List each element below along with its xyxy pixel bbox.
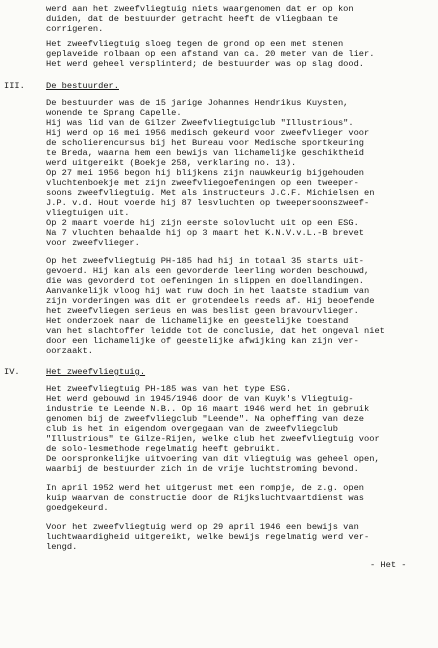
text-line: duiden, dat de bestuurder getracht heeft de vliegbaan te (46, 14, 338, 24)
text-line: oorzaakt. (46, 346, 93, 356)
text-line: goedgekeurd. (46, 503, 109, 513)
text-line: werd uitgereikt (Boekje 258, verklaring no. 13). (46, 158, 297, 168)
text-line: Hij werd op 16 mei 1956 medisch gekeurd voor zweefvlieger voor (46, 128, 370, 138)
text-line: genomen bij de zweefvliegclub "Leende". Na opheffing van deze (46, 414, 365, 424)
text-line: "Illustrious" te Gilze-Rijen, welke club het zweefvliegtuig voor (46, 434, 380, 444)
text-line: Op 2 maart voerde hij zijn eerste solovlucht uit op een ESG. (46, 218, 359, 228)
text-line: club is het in eigendom overgegaan van de zweefvliegclub (46, 424, 338, 434)
text-line: corrigeren. (46, 24, 104, 34)
text-line: die was gevorderd tot oefeningen in slippen en doellandingen. (46, 276, 365, 286)
text-line: Voor het zweefvliegtuig werd op 29 april 1946 een bewijs van (46, 522, 359, 532)
text-line: soons zweefvliegtuig. Met als instructeurs J.C.F. Michielsen en (46, 188, 375, 198)
section-number: IV. (4, 367, 20, 377)
text-line: gevoerd. Hij kan als een gevorderde leerling worden beschouwd, (46, 266, 370, 276)
text-line: wonende te Sprang Capelle. (46, 108, 182, 118)
text-line: van het slachtoffer leidde tot de conclusie, dat het ongeval niet (46, 326, 385, 336)
section-heading: De bestuurder. (46, 81, 119, 91)
text-line: Het werd geheel versplinterd; de bestuurder was op slag dood. (46, 59, 365, 69)
text-line: J.P. v.d. Hout voerde hij 87 lesvluchten op tweepersoonszweef- (46, 198, 370, 208)
text-line: voor zweefvlieger. (46, 238, 140, 248)
text-line: De bestuurder was de 15 jarige Johannes Hendrikus Kuysten, (46, 98, 349, 108)
text-line: Aanvankelijk vloog hij wat ruw doch in het laatste stadium van (46, 286, 370, 296)
text-line: het zweefvliegen serieus en was beslist geen bravourvlieger. (46, 306, 359, 316)
text-line: vliegtuigen uit. (46, 208, 130, 218)
text-line: te Breda, waarna hem een bewijs van lichamelijke geschiktheid (46, 148, 365, 158)
text-line: Na 7 vluchten behaalde hij op 3 maart het K.N.V.v.L.-B brevet (46, 228, 365, 238)
text-line: de solo-lesmethode regelmatig heeft gebruikt. (46, 444, 281, 454)
text-line: zijn vorderingen was dit er grotendeels reeds af. Hij beoefende (46, 296, 375, 306)
text-line: Op 27 mei 1956 begon hij blijkens zijn nauwkeurig bijgehouden (46, 168, 365, 178)
text-line: Hij was lid van de Gilzer Zweefvliegtuigclub "Illustrious". (46, 118, 354, 128)
text-line: In april 1952 werd het uitgerust met een rompje, de z.g. open (46, 483, 365, 493)
text-line: vluchtenboekje met zijn zweefvliegoefeningen op een tweeper- (46, 178, 359, 188)
text-line: Het zweefvliegtuig sloeg tegen de grond op een met stenen (46, 39, 344, 49)
text-line: lengd. (46, 542, 78, 552)
catchword: - Het - (370, 560, 407, 570)
text-line: door een lichamelijke of geestelijke afwijking kan zijn ver- (46, 336, 359, 346)
text-line: Het onderzoek naar de lichamelijke en geestelijke toestand (46, 316, 349, 326)
section-heading: Het zweefvliegtuig. (46, 367, 146, 377)
text-line: waarbij de bestuurder zich in de vrije luchtstroming bevond. (46, 464, 359, 474)
section-number: III. (4, 81, 25, 91)
text-line: industrie te Leende N.B.. Op 16 maart 1946 werd het in gebruik (46, 404, 370, 414)
text-line: kuip waarvan de constructie door de Rijksluchtvaartdienst was (46, 493, 365, 503)
text-line: Het zweefvliegtuig PH-185 was van het type ESG. (46, 384, 292, 394)
text-line: luchtwaardigheid uitgereikt, welke bewijs regelmatig werd ver- (46, 532, 370, 542)
text-line: De oorspronkelijke uitvoering van dit vliegtuig was geheel open, (46, 454, 380, 464)
text-line: geplaveide rolbaan op een afstand van ca. 20 meter van de lier. (46, 49, 375, 59)
text-line: Op het zweefvliegtuig PH-185 had hij in totaal 35 starts uit- (46, 256, 365, 266)
text-line: Het werd gebouwd in 1945/1946 door de van Kuyk's Vliegtuig- (46, 394, 354, 404)
text-line: de scholierencursus bij het Bureau voor Medische sportkeuring (46, 138, 365, 148)
text-line: werd aan het zweefvliegtuig niets waargenomen dat er op kon (46, 4, 354, 14)
